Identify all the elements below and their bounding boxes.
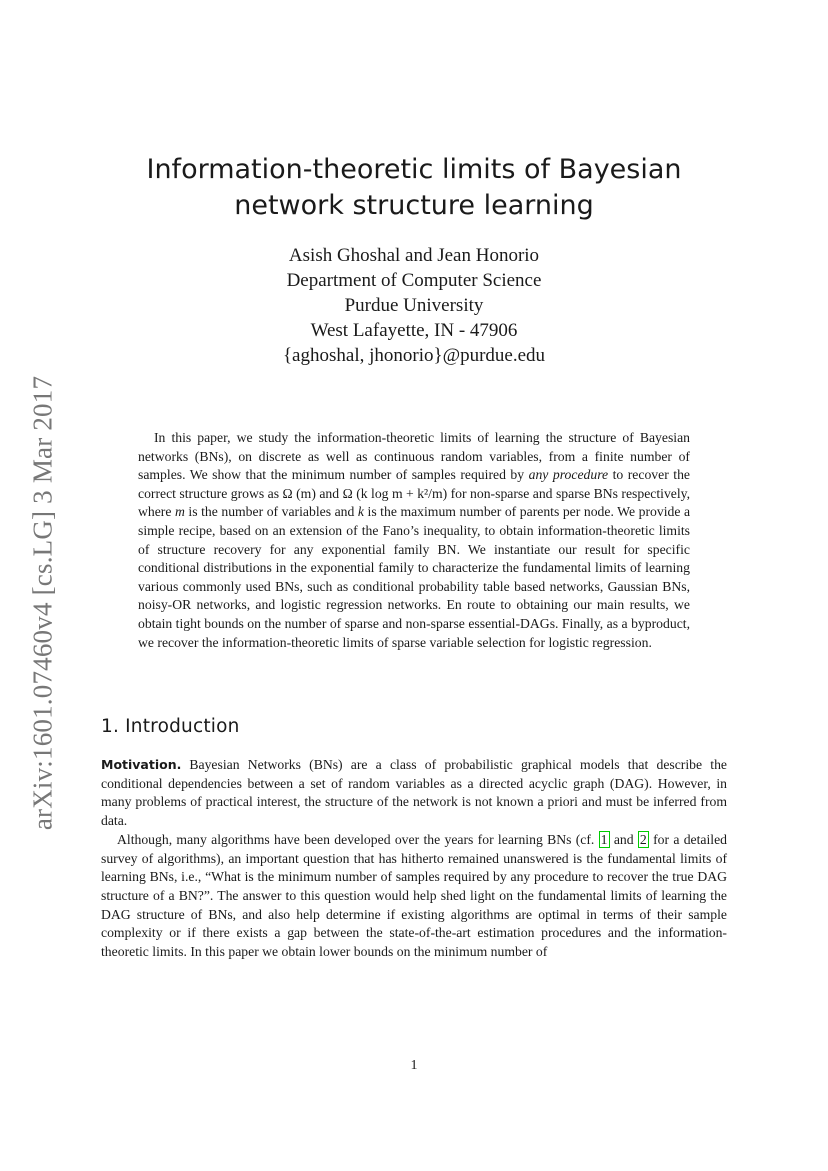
abstract-part-2: to recover the correct structure grows as [138,467,690,501]
arxiv-identifier: arXiv:1601.07460v4 [cs.LG] 3 Mar 2017 [27,375,58,831]
citation-link-2[interactable]: 2 [639,831,647,847]
author-location: West Lafayette, IN - 47906 [310,320,518,341]
survey-text-c: for a detailed survey of algorithms), an important question that has hitherto remained unanswered is the fundamental limits of learning BNs, i.e., “What is the minimum number of samples required by any procedure to recover the true DAG structure of a BN?”. The answer to this question would help shed light on the fundamental limits of learning the DAG structure of BNs, and also help determine if existing algorithms are optimal in terms of their sample complexity or if there exists a gap between the state-of-the-art estimation procedures and the information-theoretic limits. In this paper we obtain lower bounds on the minimum number of [101,831,728,960]
abstract-part-5: is the maximum number of parents per node. We provide a simple recipe, based on an extension of the Fano’s inequality, to obtain information-theoretic limits of structure recovery for any exponential family BN. We instantiate our result for specific conditional distributions in the exponential family to characterize the fundamental limits of learning various commonly used BNs, such as conditional probability table based networks, Gaussian BNs, noisy-OR networks, and logistic regression networks. En route to obtaining our main results, we obtain tight bounds on the number of sparse and non-sparse essential-DAGs. Finally, as a byproduct, we recover the information-theoretic limits of sparse variable selection for logistic regression. [138,504,691,650]
abstract-part-3: for non-sparse and sparse BNs respectively, where [138,485,691,520]
motivation-paragraph [101,756,727,831]
introduction-body [101,756,727,962]
author-university: Purdue University [344,295,484,316]
abstract-var-m: m [174,504,185,520]
abstract [138,429,690,652]
arxiv-sidebar [13,368,73,838]
abstract-part-1: In this paper, we study the information-theoretic limits of learning the structure of Bayesian networks (BNs), on discrete as well as continuous random variables, from a finite number of samples. We show that the minimum number of samples required by [138,430,690,483]
author-email: {aghoshal, jhonorio}@purdue.edu [282,345,546,366]
paper-title [100,152,728,224]
title-line-2: network structure learning [234,190,594,221]
page-number: 1 [410,1058,418,1073]
author-names: Asish Ghoshal and Jean Honorio [288,245,540,266]
abstract-and: and [319,485,340,501]
section-heading-introduction: 1. Introduction [101,716,240,737]
survey-paragraph [101,831,727,962]
survey-text-b: and [613,831,634,847]
author-block [100,243,728,368]
title-line-1: Information-theoretic limits of Bayesian [146,154,682,185]
author-department: Department of Computer Science [286,270,542,291]
motivation-text: Bayesian Networks (BNs) are a class of probabilistic graphical models that describe the conditional dependencies between a set of random variables as a directed acyclic graph (DAG). However, in many problems of practical interest, the structure of the network is not known a priori and must be inferred from data. [101,757,727,829]
citation-link-1[interactable]: 1 [600,831,608,847]
abstract-omega-2: Ω (k log m + k²/m) [342,485,448,501]
abstract-var-k: k [357,504,364,520]
abstract-part-4: is the number of variables and [188,504,355,520]
motivation-label: Motivation. [101,757,182,772]
abstract-omega-1: Ω (m) [282,485,316,501]
abstract-emphasis: any procedure [528,467,609,483]
survey-text-a: Although, many algorithms have been developed over the years for learning BNs (cf. [117,831,595,847]
